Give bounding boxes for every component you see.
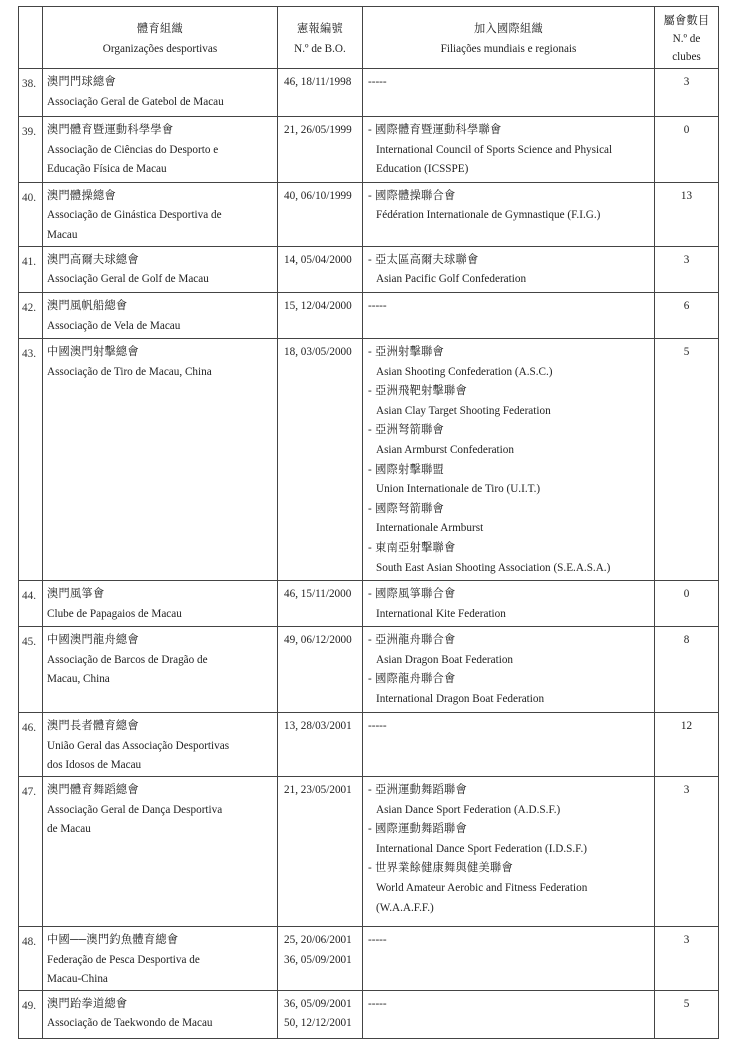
header-aff-zh: 加入國際組織 [474,22,543,35]
affiliation-name-zh: - 亞洲射擊聯會 [368,345,445,358]
affiliation-name-en: International Dragon Boat Federation [376,693,545,706]
affiliation-name-en: Asian Armburst Confederation [376,443,514,456]
club-count: 5 [655,338,719,580]
row-number: 46. [19,713,43,777]
organization-name [43,927,278,991]
affiliation-name-en: Education (ICSSPE) [376,163,469,176]
organization-name-pt: Associação de Ginástica Desportiva de [47,209,222,222]
bo-entry: 21, 26/05/1999 [284,124,352,136]
organization-name [43,777,278,927]
affiliation-name-zh: - 國際體育暨運動科學聯會 [368,124,502,136]
table-row [19,713,719,777]
header-count-pt2: clubes [672,50,701,63]
affiliation-name-en: South East Asian Shooting Association (S.E.A.S.A.) [376,561,611,574]
affiliations [363,246,655,292]
header-number [19,7,43,69]
table-row [19,777,719,927]
row-number: 44. [19,581,43,627]
header-row [19,7,719,69]
club-count: 12 [655,713,719,777]
affiliation-name-en: Asian Pacific Golf Confederation [376,273,527,286]
organization-name-pt: Macau [47,228,78,241]
organization-name-zh: 澳門體育舞蹈總會 [47,784,139,797]
bo-number [278,777,363,927]
club-count: 8 [655,627,719,713]
organization-name-zh: 澳門體操總會 [47,189,116,202]
organization-name-zh: 澳門門球總會 [47,76,116,88]
organization-name-zh: 中國澳門龍舟總會 [47,634,139,647]
bo-number [278,581,363,627]
club-count: 3 [655,246,719,292]
affiliations [363,713,655,777]
organizations-table [18,6,719,1039]
header-bo-pt: N.º de B.O. [294,42,346,55]
row-number: 45. [19,627,43,713]
affiliation-name-zh: - 亞洲運動舞蹈聯會 [368,784,468,797]
affiliation-name-zh: - 國際弩箭聯會 [368,502,445,515]
affiliation-name-zh: - 亞太區高爾夫球聯會 [368,253,479,266]
organization-name-pt: Associação de Ciências do Desporto e [47,143,219,156]
organization-name-pt: Macau-China [47,973,108,986]
bo-number [278,927,363,991]
header-count-pt1: N.º de [672,32,701,45]
affiliation-name-zh: - 亞洲龍舟聯合會 [368,634,456,647]
affiliation-name-zh: - 國際射擊聯盟 [368,463,445,476]
affiliation-name-en: Union Internationale de Tiro (U.I.T.) [376,483,541,496]
header-affiliations [363,7,655,69]
bo-entry: 14, 05/04/2000 [284,253,352,266]
bo-entry: 21, 23/05/2001 [284,784,352,797]
affiliation-name-zh: - 國際風箏聯合會 [368,588,456,601]
bo-number [278,182,363,246]
bo-number [278,713,363,777]
bo-number [278,338,363,580]
affiliation-name-en: World Amateur Aerobic and Fitness Federation [376,882,588,895]
organization-name [43,182,278,246]
affiliation-none: ----- [368,934,387,947]
affiliations [363,990,655,1038]
organization-name-pt: Federação de Pesca Desportiva de [47,953,200,966]
header-club-count [655,7,719,69]
organization-name [43,69,278,117]
affiliations [363,927,655,991]
affiliation-name-en: International Kite Federation [376,607,506,620]
bo-number [278,990,363,1038]
affiliation-none: ----- [368,299,387,312]
club-count: 5 [655,990,719,1038]
affiliation-none: ----- [368,720,387,733]
table-body [19,69,719,1039]
organization-name-zh: 澳門體育暨運動科學學會 [47,124,174,136]
header-org-zh: 體育組織 [137,22,183,35]
bo-entry: 49, 06/12/2000 [284,634,352,647]
row-number: 49. [19,990,43,1038]
bo-number [278,627,363,713]
table-row [19,927,719,991]
bo-entry: 46, 18/11/1998 [284,76,352,88]
affiliations [363,338,655,580]
header-count-zh: 屬會數目 [663,14,710,27]
bo-number [278,117,363,183]
club-count: 3 [655,927,719,991]
organization-name-zh: 澳門跆拳道總會 [47,997,128,1010]
bo-entry: 50, 12/12/2001 [284,1017,352,1030]
table-row [19,117,719,183]
affiliation-none: ----- [368,997,387,1010]
organization-name-zh: 澳門風帆船總會 [47,299,128,312]
organization-name-pt: de Macau [47,823,91,836]
affiliation-name-en: International Dance Sport Federation (I.D.S.F.) [376,842,587,855]
organization-name-pt: Associação de Tiro de Macau, China [47,365,212,378]
header-aff-pt: Filiações mundiais e regionais [440,42,577,55]
row-number: 42. [19,292,43,338]
club-count: 3 [655,777,719,927]
table-row [19,69,719,117]
affiliation-name-zh: - 國際龍舟聯合會 [368,673,456,686]
organization-name [43,117,278,183]
bo-entry: 15, 12/04/2000 [284,299,352,312]
organization-name [43,338,278,580]
affiliation-name-en: Asian Dragon Boat Federation [376,653,514,666]
header-org-pt: Organizações desportivas [102,42,218,55]
affiliations [363,627,655,713]
affiliation-name-en: International Council of Sports Science and Physical [376,143,613,156]
club-count: 0 [655,117,719,183]
club-count: 3 [655,69,719,117]
organization-name-pt: Associação de Taekwondo de Macau [47,1017,213,1030]
affiliations [363,182,655,246]
organization-name [43,292,278,338]
table-row [19,990,719,1038]
bo-entry: 36, 05/09/2001 [284,997,352,1010]
organization-name-pt: União Geral das Associação Desportivas [47,739,230,752]
bo-entry: 46, 15/11/2000 [284,588,352,601]
bo-entry: 40, 06/10/1999 [284,189,352,202]
affiliation-name-en: Asian Dance Sport Federation (A.D.S.F.) [376,803,561,816]
bo-entry: 13, 28/03/2001 [284,720,352,733]
organization-name-pt: dos Idosos de Macau [47,759,142,772]
table-row [19,246,719,292]
organization-name-pt: Clube de Papagaios de Macau [47,607,182,620]
table-row [19,627,719,713]
table-row [19,338,719,580]
affiliation-name-zh: - 國際運動舞蹈聯會 [368,823,468,836]
row-number: 41. [19,246,43,292]
row-number: 38. [19,69,43,117]
organization-name [43,713,278,777]
organization-name [43,581,278,627]
table-row [19,581,719,627]
organization-name-pt: Associação de Barcos de Dragão de [47,653,208,666]
header-bo [278,7,363,69]
bo-number [278,69,363,117]
affiliations [363,69,655,117]
organization-name-zh: 澳門風箏會 [47,588,105,601]
organization-name [43,246,278,292]
affiliation-none: ----- [368,76,387,88]
table-row [19,182,719,246]
affiliations [363,777,655,927]
bo-number [278,292,363,338]
organization-name-zh: 中國澳門射擊總會 [47,345,139,358]
affiliation-name-en: (W.A.A.F.F.) [376,901,434,914]
organization-name-pt: Associação de Vela de Macau [47,319,181,332]
organization-name-pt: Associação Geral de Dança Desportiva [47,803,223,816]
affiliation-name-zh: - 世界業餘健康舞與健美聯會 [368,862,513,875]
club-count: 13 [655,182,719,246]
bo-number [278,246,363,292]
affiliations [363,581,655,627]
affiliation-name-zh: - 國際體操聯合會 [368,189,456,202]
affiliation-name-en: Internationale Armburst [376,522,484,535]
affiliation-name-zh: - 東南亞射擊聯會 [368,541,456,554]
club-count: 0 [655,581,719,627]
organization-name-pt: Associação Geral de Gatebol de Macau [47,95,224,108]
affiliation-name-en: Asian Clay Target Shooting Federation [376,404,551,417]
affiliations [363,117,655,183]
affiliation-name-en: Asian Shooting Confederation (A.S.C.) [376,365,553,378]
bo-entry: 36, 05/09/2001 [284,953,352,966]
row-number: 43. [19,338,43,580]
organization-name-pt: Macau, China [47,673,110,686]
organization-name-pt: Associação Geral de Golf de Macau [47,273,209,286]
club-count: 6 [655,292,719,338]
affiliations [363,292,655,338]
organization-name [43,627,278,713]
header-bo-zh: 憲報編號 [297,22,343,35]
affiliation-name-zh: - 亞洲飛靶射擊聯會 [368,385,468,398]
table-row [19,292,719,338]
header-organization [43,7,278,69]
organization-name-zh: 中國──澳門釣魚體育總會 [47,934,179,947]
affiliation-name-en: Fédération Internationale de Gymnastique (F.I.G.) [376,209,601,222]
bo-entry: 18, 03/05/2000 [284,345,352,358]
organization-name-zh: 澳門高爾夫球總會 [47,253,139,266]
row-number: 40. [19,182,43,246]
row-number: 47. [19,777,43,927]
organization-name-pt: Educação Física de Macau [47,163,167,176]
organization-name-zh: 澳門長者體育總會 [47,720,139,733]
organization-name [43,990,278,1038]
bo-entry: 25, 20/06/2001 [284,934,352,947]
row-number: 48. [19,927,43,991]
row-number: 39. [19,117,43,183]
affiliation-name-zh: - 亞洲弩箭聯會 [368,424,445,437]
